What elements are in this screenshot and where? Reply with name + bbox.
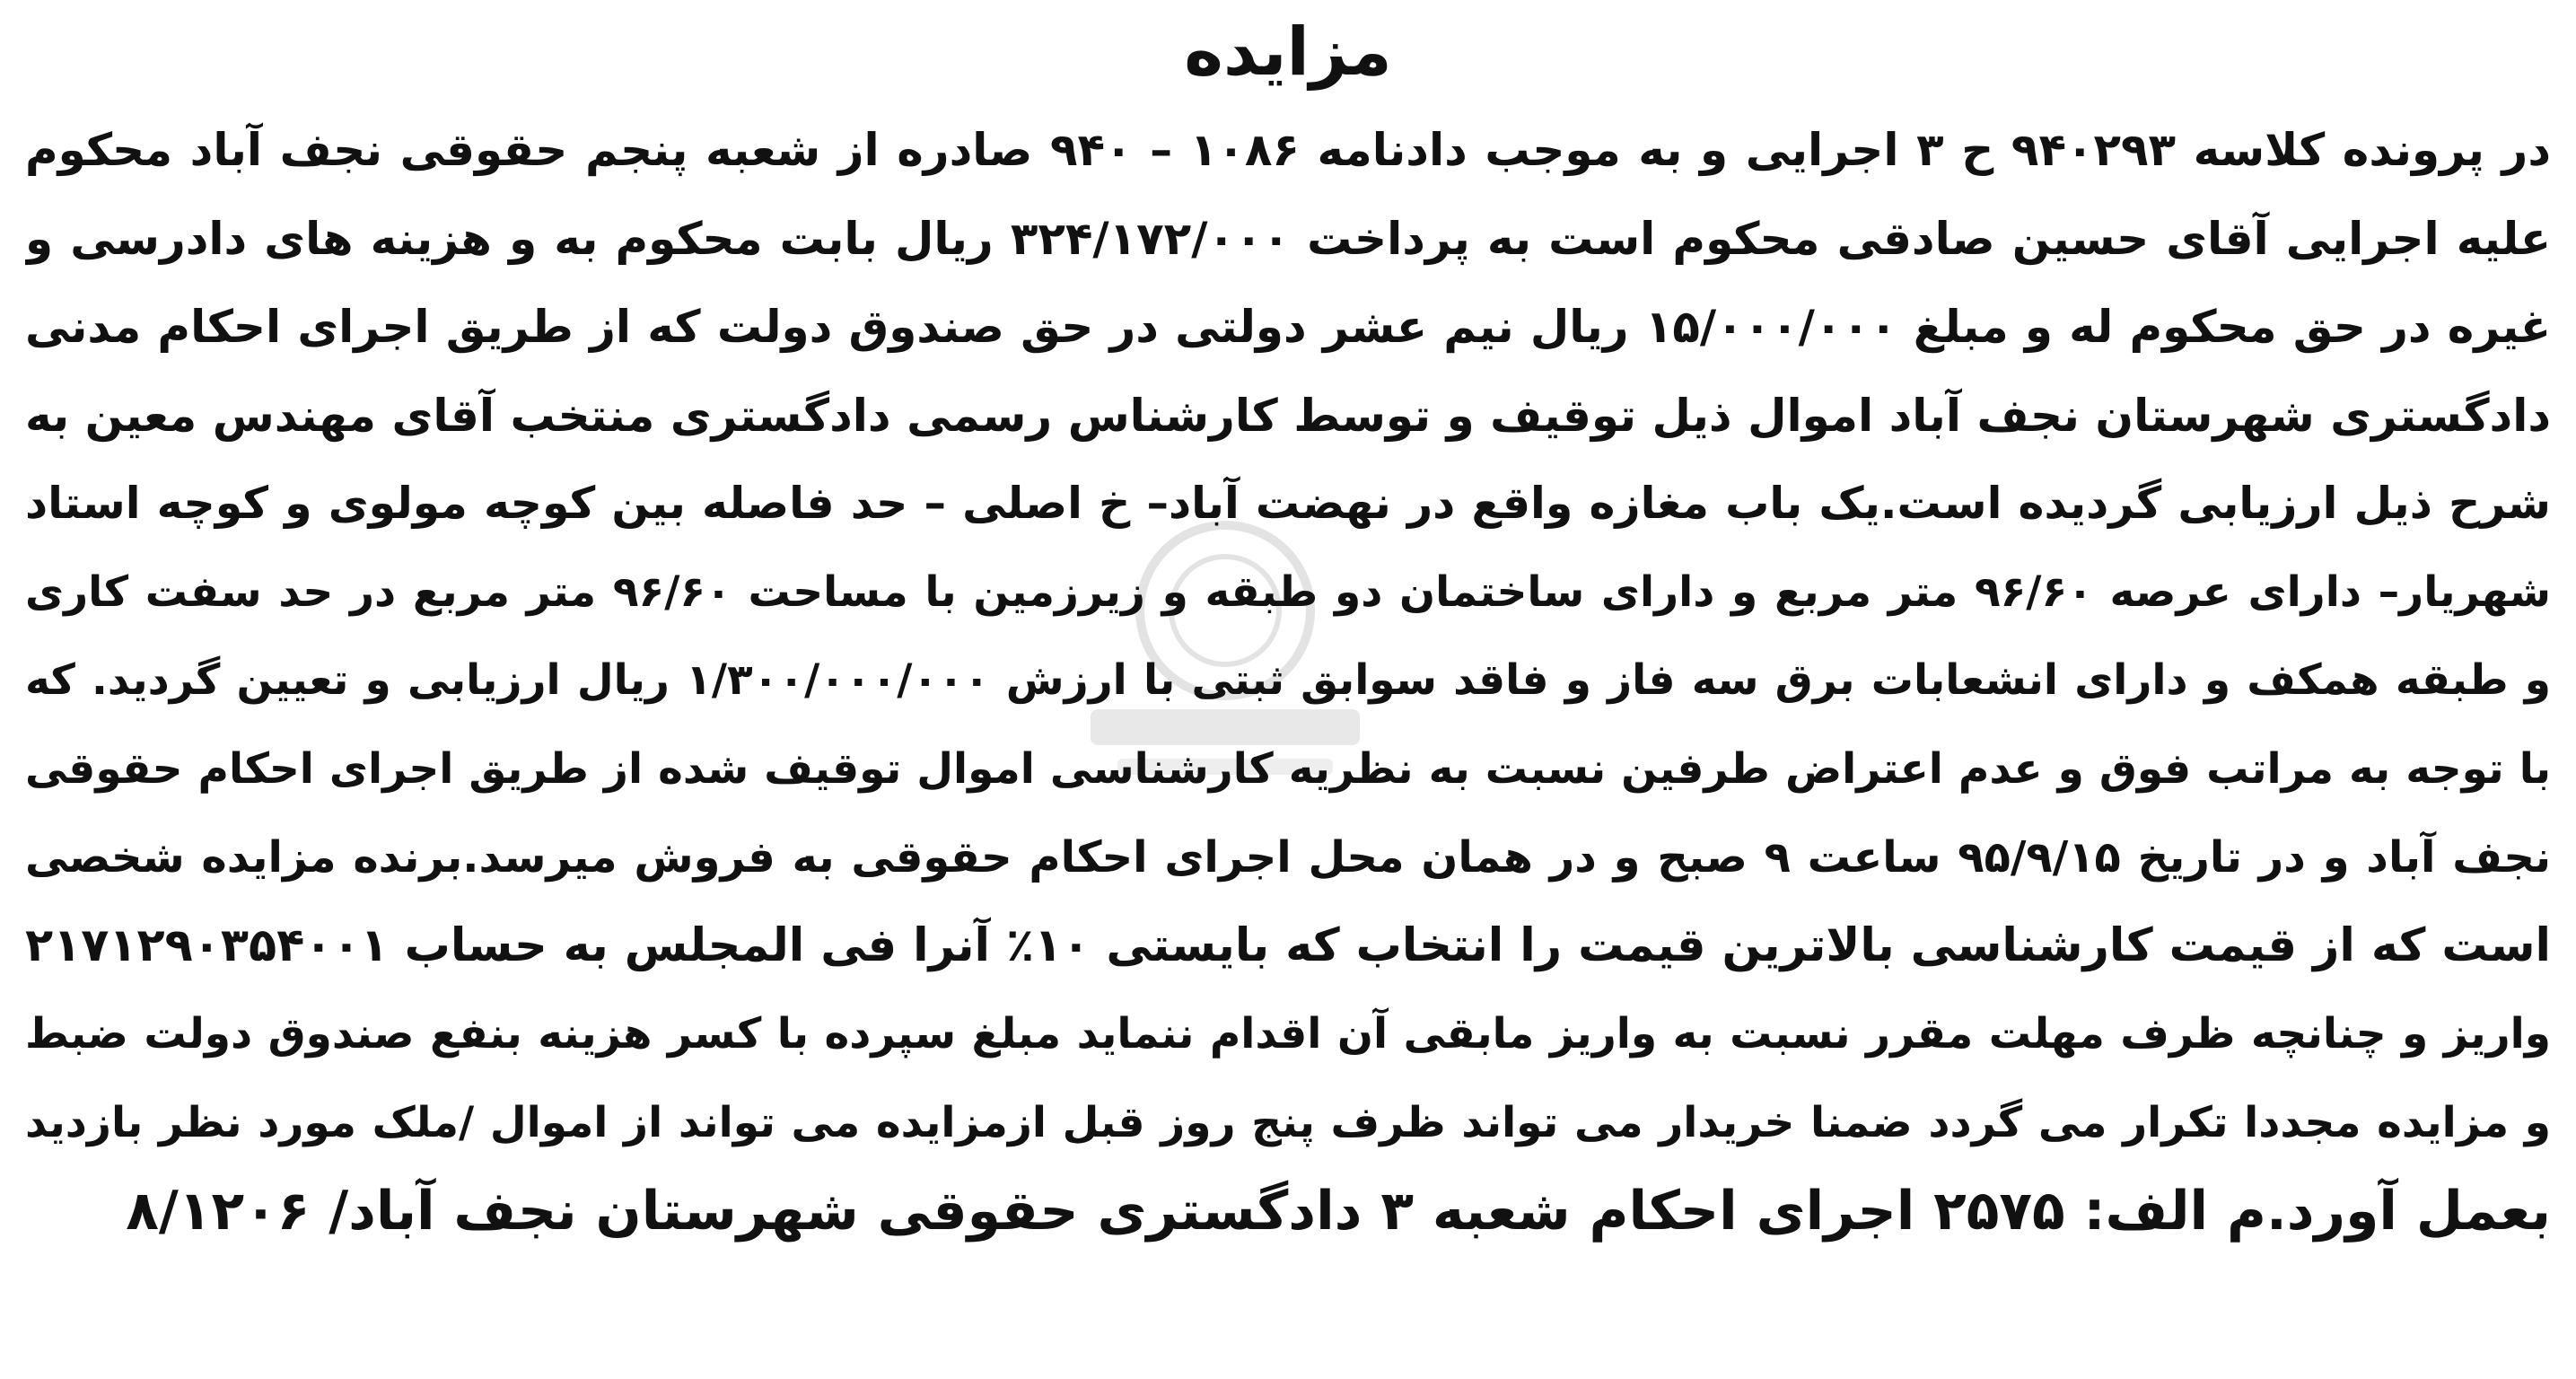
body-line: شرح ذیل ارزیابی گردیده است.یک باب مغازه واقع در نهضت آباد– خ اصلی – حد فاصله بین کوچه مولوی و کوچه استاد: [25, 478, 2551, 529]
body-line: در پرونده کلاسه ۹۴۰۲۹۳ ح ۳ اجرایی و به موجب دادنامه ۱۰۸۶ – ۹۴۰ صادره از شعبه پنجم حقوقی نجف آباد محکوم: [25, 124, 2551, 176]
body-line: دادگستری شهرستان نجف آباد اموال ذیل توقیف و توسط کارشناس رسمی دادگستری منتخب آقای مهندس معین به: [25, 389, 2551, 442]
body-line: نجف آباد و در تاریخ ۹۵/۹/۱۵ ساعت ۹ صبح و در همان محل اجرای احکام حقوقی به فروش میرسد.برنده مزایده شخصی: [25, 832, 2551, 883]
notice-body: [25, 106, 2551, 1256]
notice-title: مزایده: [1184, 13, 1392, 91]
body-line-signature: بعمل آورد.م الف: ۲۵۷۵ اجرای احکام شعبه ۳ دادگستری حقوقی شهرستان نجف آباد/ ۸/۱۲۰۶: [126, 1180, 2551, 1243]
body-line: واریز و چنانچه ظرف مهلت مقرر نسبت به واریز مابقی آن اقدام ننماید مبلغ سپرده با کسر هزینه بنفع صندوق دولت ضبط: [25, 1009, 2551, 1058]
body-line: غیره در حق محکوم له و مبلغ ۱۵/۰۰۰/۰۰۰ ریال نیم عشر دولتی در حق صندوق دولت که از طریق اجرای احکام مدنی: [25, 301, 2551, 353]
body-line: علیه اجرایی آقای حسین صادقی محکوم است به پرداخت ۳۲۴/۱۷۲/۰۰۰ ریال بابت محکوم به و هزینه های دادرسی و: [25, 212, 2551, 265]
body-line: با توجه به مراتب فوق و عدم اعتراض طرفین نسبت به نظریه کارشناسی اموال توقیف شده از طریق اجرای احکام حقوقی: [25, 743, 2551, 794]
body-line: و طبقه همکف و دارای انشعابات برق سه فاز و فاقد سوابق ثبتی با ارزش ۱/۳۰۰/۰۰۰/۰۰۰ ریال ارزیابی و تعیین گردید. که: [25, 655, 2551, 705]
body-line: است که از قیمت کارشناسی بالاترین قیمت را انتخاب که بایستی ۱۰٪ آنرا فی المجلس به حساب ۲۱۷۱۲۹۰۳۵۴۰۰۱: [25, 918, 2551, 972]
body-line: شهریار– دارای عرصه ۹۶/۶۰ متر مربع و دارای ساختمان دو طبقه و زیرزمین با مساحت ۹۶/۶۰ متر مربع در حد سفت کاری: [25, 567, 2551, 617]
body-line: و مزایده مجددا تکرار می گردد ضمنا خریدار می تواند ظرف پنج روز قبل ازمزایده می تواند از اموال /ملک مورد نظر بازدید: [25, 1097, 2551, 1147]
